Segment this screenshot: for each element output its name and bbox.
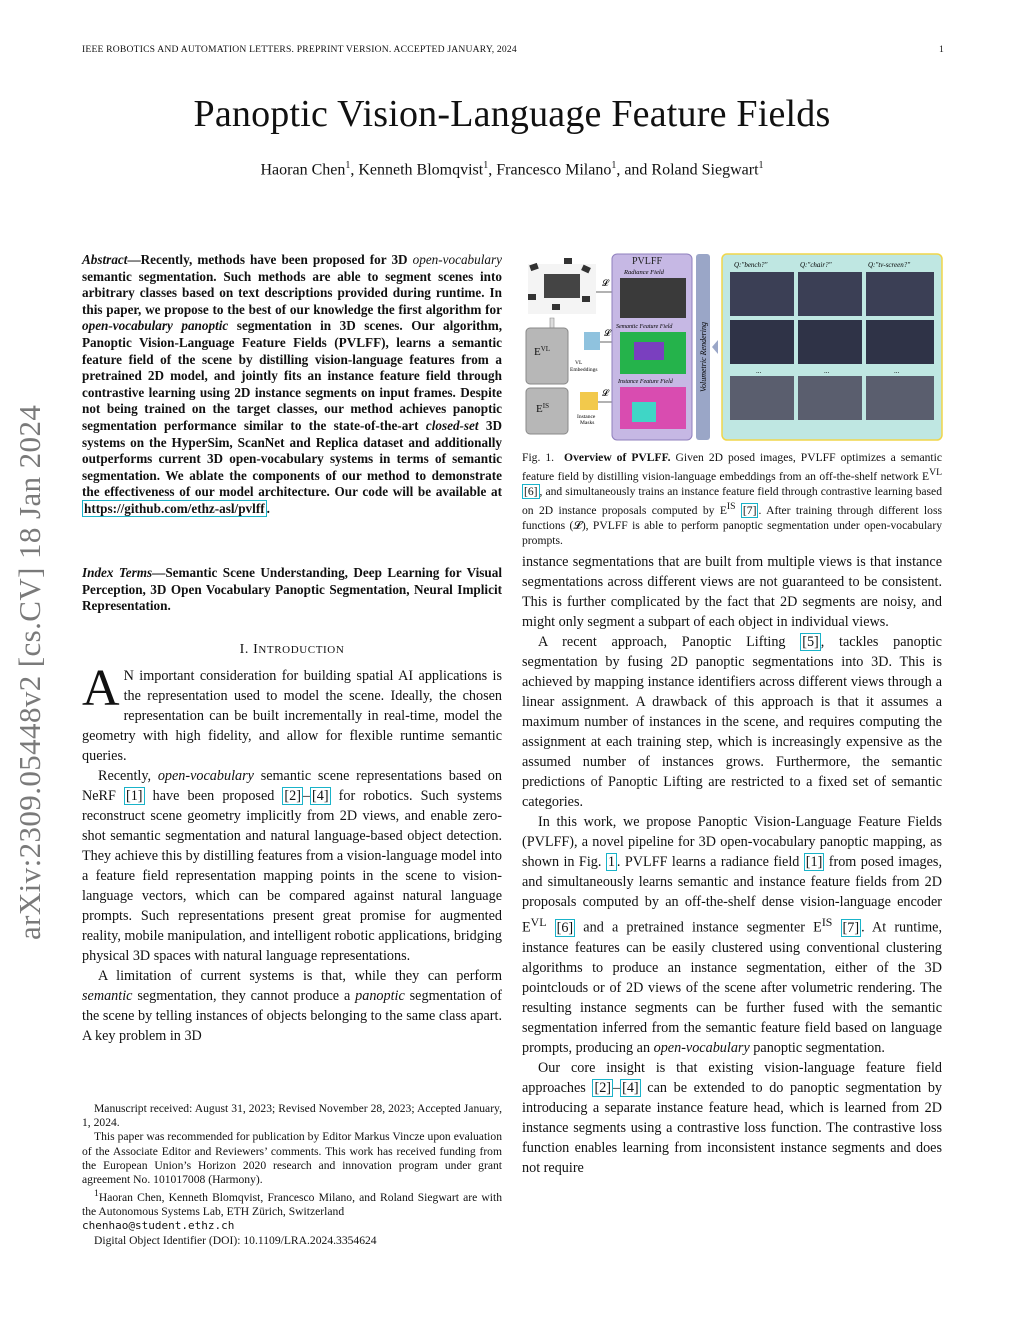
query-bench: Q:"bench?": [734, 261, 768, 269]
footnote-funding: This paper was recommended for publication by Editor Markus Vincze upon evaluation of the Associate Editor and Reviewers’ comments. This work has received funding from the European Union’s Horizon 2020 research and innovation program under grant agreement No. 101017008 (Harmony).: [82, 1130, 502, 1187]
footnote-doi: Digital Object Identifier (DOI): 10.1109/LRA.2024.3354624: [94, 1233, 377, 1247]
citation-link[interactable]: [7]: [842, 919, 860, 936]
citation-link[interactable]: [1]: [805, 854, 823, 870]
svg-text:Masks: Masks: [580, 420, 595, 426]
query-chair: Q:"chair?": [800, 261, 832, 269]
running-head-text: IEEE ROBOTICS AND AUTOMATION LETTERS. PREPRINT VERSION. ACCEPTED JANUARY, 2024: [82, 44, 517, 55]
citation-link[interactable]: [4]: [312, 788, 329, 804]
page-number: 1: [939, 44, 944, 55]
camera-poses-illustration: [528, 258, 596, 314]
intro-paragraph-1: A N important consideration for building spatial AI applications is the representation used to model the scene. Ideally, the chosen representation can be built incrementally in real-time, model the geometry with high fidelity, and allow for flexible runtime semantic queries.: [82, 660, 502, 764]
figure-caption: Fig. 1. Overview of PVLFF. Given 2D posed images, PVLFF optimizes a semantic feature field by distilling vision-language embeddings from an off-the-shelf network $E^{VL}$ [6] , and simultaneously trains an instance feature field through contrastive learning based on 2D instance proposals computed by $E^{IS}$ [7] . After training through different loss functions (𝓛), PVLFF is able to perform panoptic segmentation under open-vocabulary prompts.: [522, 451, 942, 547]
svg-text:Embeddings: Embeddings: [570, 367, 598, 373]
query-tv-screen: Q:"tv-screen?": [868, 261, 911, 269]
index-terms: Index Terms—Semantic Scene Understanding, Deep Learning for Visual Perception, 3D Open Vocabulary Panoptic Segmentation, Neural Implicit Representation.: [82, 565, 502, 614]
code-link[interactable]: https://github.com/ethz-asl/pvlff: [84, 500, 265, 516]
citation-link[interactable]: [7]: [742, 503, 757, 517]
svg-text:Radiance Field: Radiance Field: [624, 269, 664, 276]
svg-text:Instance: Instance: [577, 414, 596, 420]
citation-link[interactable]: [4]: [622, 1079, 639, 1096]
svg-text:Instance Feature Field: Instance Feature Field: [618, 379, 673, 385]
index-terms-label: Index Terms: [82, 565, 153, 580]
section-heading-introduction: I. INTRODUCTION: [239, 642, 345, 657]
overview-figure: [522, 252, 944, 442]
author-3: Francesco Milano: [496, 161, 612, 179]
citation-link[interactable]: [6]: [524, 484, 538, 498]
footnotes: [82, 1102, 502, 1248]
citation-link[interactable]: [2]: [594, 1079, 612, 1096]
figure-label: Fig. 1.: [522, 451, 555, 464]
author-list: Haoran Chen$^1$, Kenneth Blomqvist$^1$, Francesco Milano$^1$, and Roland Siegwart$^1$: [260, 160, 764, 179]
pvlff-label: PVLFF: [632, 256, 663, 267]
citation-link[interactable]: [2]: [284, 788, 301, 804]
abstract: Abstract—Recently, methods have been proposed for 3D open-vocabulary semantic segmentation. Such methods are able to segment scenes into arbitrary classes based on text descriptions provided during runtime. In this paper, we propose to the best of our knowledge the first algorithm for open-vocabulary panoptic segmentation in 3D scenes. Our algorithm, Panoptic Vision-Language Feature Fields (PVLFF), learns a semantic feature field of the scene by distilling vision-language features from a pretrained 2D model, and jointly fits an instance feature field through contrastive learning using 2D instance segments on input frames. Despite not being trained on the target classes, our method achieves panoptic segmentation performance similar to the state-of-the-art closed-set 3D systems on the HyperSim, ScanNet and Replica dataset and additionally outperforms current 3D open-vocabulary systems in terms of semantic segmentation. We ablate the components of our method to demonstrate the effectiveness of our model architecture. Our code will be available at https://github.com/ethz-asl/pvlff .: [82, 252, 502, 516]
right-paragraph-3: Our core insight is that existing vision-language feature field approaches [2] – [4] can be extended to do panoptic segmentation by introducing a separate instance feature head, which is learned from 2D instance segments using a contrastive loss function. The contrastive loss function enables learning from inconsistent instance segments and does not require: [522, 1059, 943, 1176]
intro-paragraph-2: Recently, open-vocabulary semantic scene representations based on NeRF [1] have been proposed [2] – [4] for robotics. Such systems reconstruct scene geometry implicitly from 2D views, and enable zero-shot semantic segmentation and natural language-based object detection. They achieve this by distilling features from a vision-language model into a feature field representation mapping points in the scene to vision-language vectors, which can be compared against natural language prompts. Such representations present great promise for augmented reality, mobile manipulation, and intelligent robotic applications, bridging physical 3D spaces with natural language representations.: [82, 768, 502, 964]
svg-text:𝓛: 𝓛: [602, 388, 609, 398]
author-2: Kenneth Blomqvist: [358, 161, 484, 179]
running-header: [82, 44, 944, 55]
footnote-manuscript: Manuscript received: August 31, 2023; Revised November 28, 2023; Accepted January, 1, 2024.: [82, 1102, 502, 1130]
footnote-affiliation: $^1$Haoran Chen, Kenneth Blomqvist, Francesco Milano, and Roland Siegwart are with the Autonomous Systems Lab, ETH Zürich, Switzerland chenhao@student.ethz.ch: [82, 1188, 502, 1233]
svg-text:𝓛: 𝓛: [604, 328, 611, 338]
author-4: Roland Siegwart: [651, 161, 759, 179]
svg-text:...: ...: [756, 367, 762, 375]
introduction-text: [82, 660, 502, 1046]
citation-link[interactable]: [6]: [556, 919, 574, 936]
intro-paragraph-3: A limitation of current systems is that, while they can perform semantic segmentation, they cannot produce a panoptic segmentation of the scene by telling instances of objects belonging to the same class apart. A key problem in 3D: [82, 968, 502, 1044]
right-paragraph-1: A recent approach, Panoptic Lifting [5] , tackles panoptic segmentation by fusing 2D panoptic segmentations into 3D. This is achieved by mapping instance identifiers across different views through a linear assignment. A drawback of this approach is that it assumes a maximum number of instances in the scene, and requires computing the assignment at each training step, which is increasingly expensive as the assumed number of instances grows. Furthermore, the semantic predictions of Panoptic Lifting are restricted to a fixed set of semantic categories.: [522, 634, 942, 810]
email-address: chenhao@student.ethz.ch: [82, 1219, 235, 1233]
right-paragraph-0: instance segmentations that are built from multiple views is that instance segmentations across different views are not guaranteed to be consistent. This is further complicated by the fact that 2D segments are noisy, and might only segment a subpart of each object in individual views.: [522, 554, 942, 630]
right-paragraph-2: In this work, we propose Panoptic Vision-Language Feature Fields (PVLFF), a novel pipeline for 3D open-vocabulary panoptic mapping, as shown in Fig. 1 . PVLFF learns a radiance field [1] from posed images, and simultaneously learns semantic and instance feature fields from 2D proposals computed by an off-the-shelf dense vision-language encoder $E^{VL}$ [6] and a pretrained instance segmenter $E^{IS}$ [7] . At runtime, instance features can be easily clustered using conventional clustering algorithms to produce an instance segmentation, either of the 3D pointclouds or of 2D views of the scene after volumetric rendering. The resulting instance segments can be further fused with the semantic segmentation inferred from the semantic feature field based on language prompts, producing an open-vocabulary panoptic segmentation.: [522, 814, 942, 1056]
svg-text:Semantic Feature Field: Semantic Feature Field: [616, 324, 673, 330]
figure-link[interactable]: 1: [607, 854, 615, 870]
paper-title: Panoptic Vision-Language Feature Fields: [193, 93, 831, 135]
svg-text:...: ...: [894, 367, 900, 375]
right-column-text: [522, 552, 942, 1178]
citation-link[interactable]: [5]: [802, 634, 819, 650]
svg-text:...: ...: [824, 367, 830, 375]
svg-text:𝓛: 𝓛: [602, 278, 609, 288]
author-1: Haoran Chen: [260, 161, 346, 179]
citation-link[interactable]: [1]: [125, 788, 143, 804]
abstract-label: Abstract: [82, 252, 128, 267]
svg-text:Volumetric Rendering: Volumetric Rendering: [699, 322, 708, 392]
arxiv-stamp: arXiv:2309.05448v2 [cs.CV] 18 Jan 2024: [12, 404, 47, 940]
svg-text:VL: VL: [575, 360, 583, 366]
drop-cap: A: [82, 660, 120, 717]
encoder-vl-label: $E^{VL}$: [534, 345, 551, 358]
encoder-is-label: $E^{IS}$: [536, 402, 549, 415]
